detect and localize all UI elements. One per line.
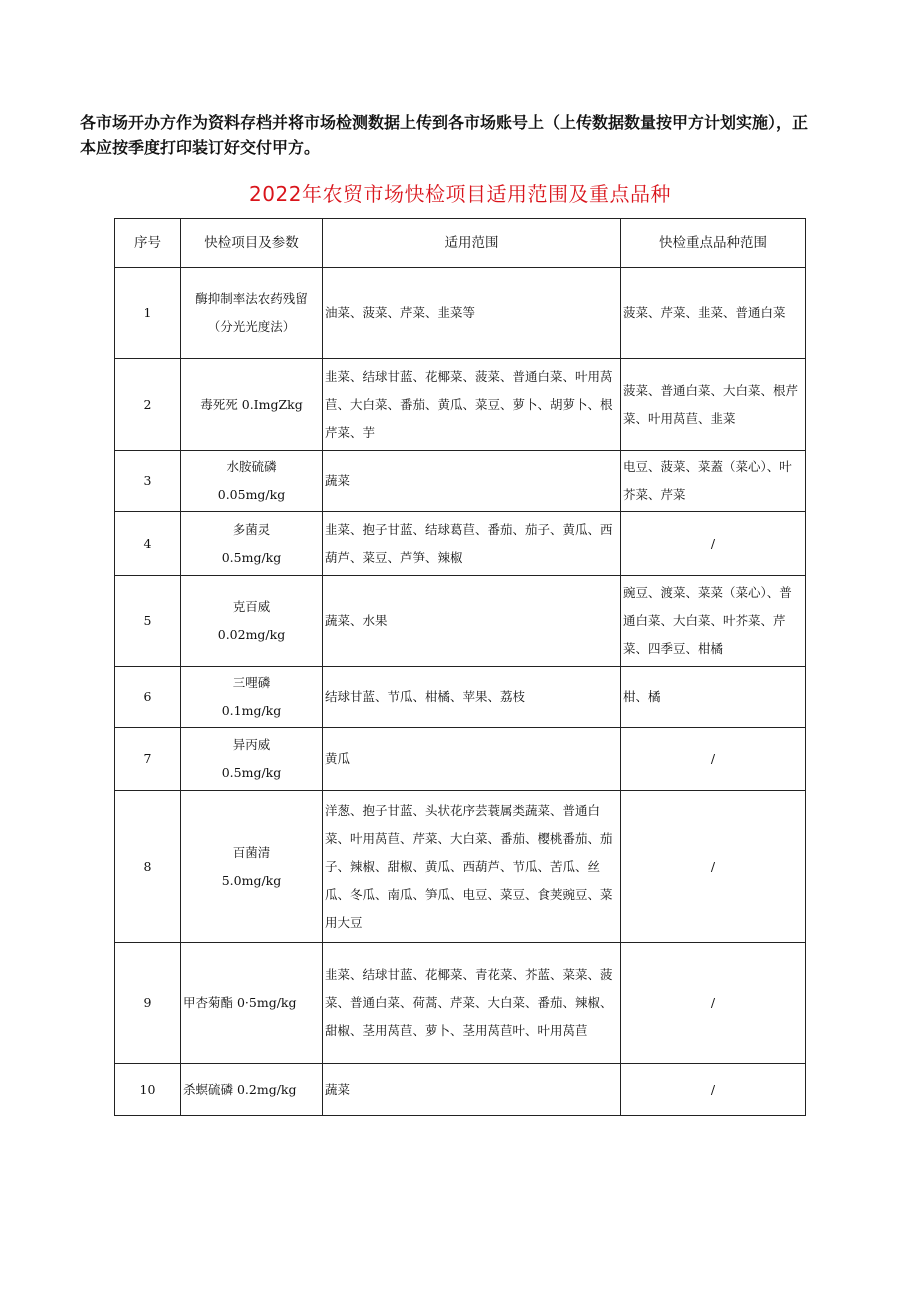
row-key-varieties: / [621,512,806,576]
item-param: 0.1mg/kg [221,703,282,718]
table-row [115,512,806,576]
row-item [181,268,323,359]
row-no: 7 [115,728,181,791]
table-row [115,667,806,728]
intro-paragraph: 各市场开办方作为资料存档并将市场检测数据上传到各市场账号上（上传数据数量按甲方计划实施），正本应按季度打印装订好交付甲方。 [80,113,809,157]
row-key-varieties: 电豆、菠菜、菜蓋（菜心）、叶芥菜、芹菜 [621,451,806,512]
item-param: 5.0mg/kg [221,872,282,888]
row-item [181,359,323,451]
item-param: 0.02mg/kg [217,627,286,642]
row-item [181,791,323,943]
item-name: 毒死死 0.ImgZkg [200,396,303,412]
row-key-varieties: / [621,943,806,1064]
row-scope: 韭菜、结球甘蓝、花椰菜、菠菜、普通白菜、叶用莴苣、大白菜、番茄、黄瓜、菜豆、萝卜、胡萝卜、根芹菜、芋 [323,359,621,451]
row-key-varieties: / [621,728,806,791]
row-scope: 结球甘蓝、节瓜、柑橘、苹果、荔枝 [323,667,621,728]
row-scope: 韭菜、抱子甘蓝、结球葛苣、番茄、茄子、黄瓜、西葫芦、菜豆、芦笋、辣椒 [323,512,621,576]
row-key-varieties: / [621,791,806,943]
row-no: 1 [115,268,181,359]
item-name: 多菌灵 [232,521,271,537]
table-header-row [115,219,806,268]
row-no: 4 [115,512,181,576]
item-name: 克百威 [232,599,271,614]
table-row [115,268,806,359]
row-item [181,728,323,791]
row-scope: 洋葱、抱子甘蓝、头状花序芸蓑属类蔬菜、普通白菜、叶用莴苣、芹菜、大白菜、番茄、樱桃番茄、茄子、辣椒、甜椒、黄瓜、西葫芦、节瓜、苦瓜、丝瓜、冬瓜、南瓜、笋瓜、电豆、菜豆、食荚豌豆、菜用大豆 [323,791,621,943]
item-param: 0.5mg/kg [221,765,282,780]
item-name: 异丙威 [232,737,271,752]
row-no: 6 [115,667,181,728]
row-no: 5 [115,576,181,667]
row-item [181,576,323,667]
item-name: 三哩磷 [232,675,271,690]
row-key-varieties: 菠菜、普通白菜、大白菜、根芹菜、叶用莴苣、韭菜 [621,359,806,451]
item-name: 甲杏菊酯 0·5mg/kg [183,995,297,1010]
item-name: 杀螟硫磷 0.2mg/kg [183,1081,297,1097]
table-row [115,791,806,943]
row-no: 10 [115,1064,181,1116]
table-row [115,576,806,667]
header-no: 序号 [115,219,181,268]
row-item [181,943,323,1064]
row-item [181,451,323,512]
item-param: （分光光度法） [207,319,296,334]
header-key-varieties: 快检重点品种范围 [621,219,806,268]
inspection-table [114,218,806,1116]
row-key-varieties: 豌豆、渡菜、菜菜（菜心）、普通白菜、大白菜、叶芥菜、芹菜、四季豆、柑橘 [621,576,806,667]
header-item: 快检项目及参数 [181,219,323,268]
item-name: 百菌清 [232,844,271,860]
table-row [115,943,806,1064]
header-scope: 适用范围 [323,219,621,268]
row-no: 3 [115,451,181,512]
page-title: 2022年农贸市场快检项目适用范围及重点品种 [249,182,671,206]
row-key-varieties: 菠菜、芹菜、韭菜、普通白菜 [621,268,806,359]
row-item [181,1064,323,1116]
row-key-varieties: / [621,1064,806,1116]
row-no: 2 [115,359,181,451]
item-param: 0.5mg/kg [221,549,282,565]
item-param: 0.05mg/kg [217,487,286,502]
row-scope: 黄瓜 [323,728,621,791]
table-row [115,1064,806,1116]
row-item [181,667,323,728]
item-name: 水胺硫磷 [226,459,277,474]
table-row [115,728,806,791]
row-no: 8 [115,791,181,943]
table-row [115,359,806,451]
row-scope: 蔬菜 [323,1064,621,1116]
row-scope: 蔬菜、水果 [323,576,621,667]
item-name: 酶抑制率法农药残留 [195,291,308,306]
row-scope: 油菜、菠菜、芹菜、韭菜等 [323,268,621,359]
row-key-varieties: 柑、橘 [621,667,806,728]
row-scope: 蔬菜 [323,451,621,512]
row-item [181,512,323,576]
row-no: 9 [115,943,181,1064]
row-scope: 韭菜、结球甘蓝、花椰菜、青花菜、芥蓝、菜菜、菠菜、普通白菜、荷蒿、芹菜、大白菜、番茄、辣椒、甜椒、茎用莴苣、萝卜、茎用莴苣叶、叶用莴苣 [323,943,621,1064]
table-row [115,451,806,512]
